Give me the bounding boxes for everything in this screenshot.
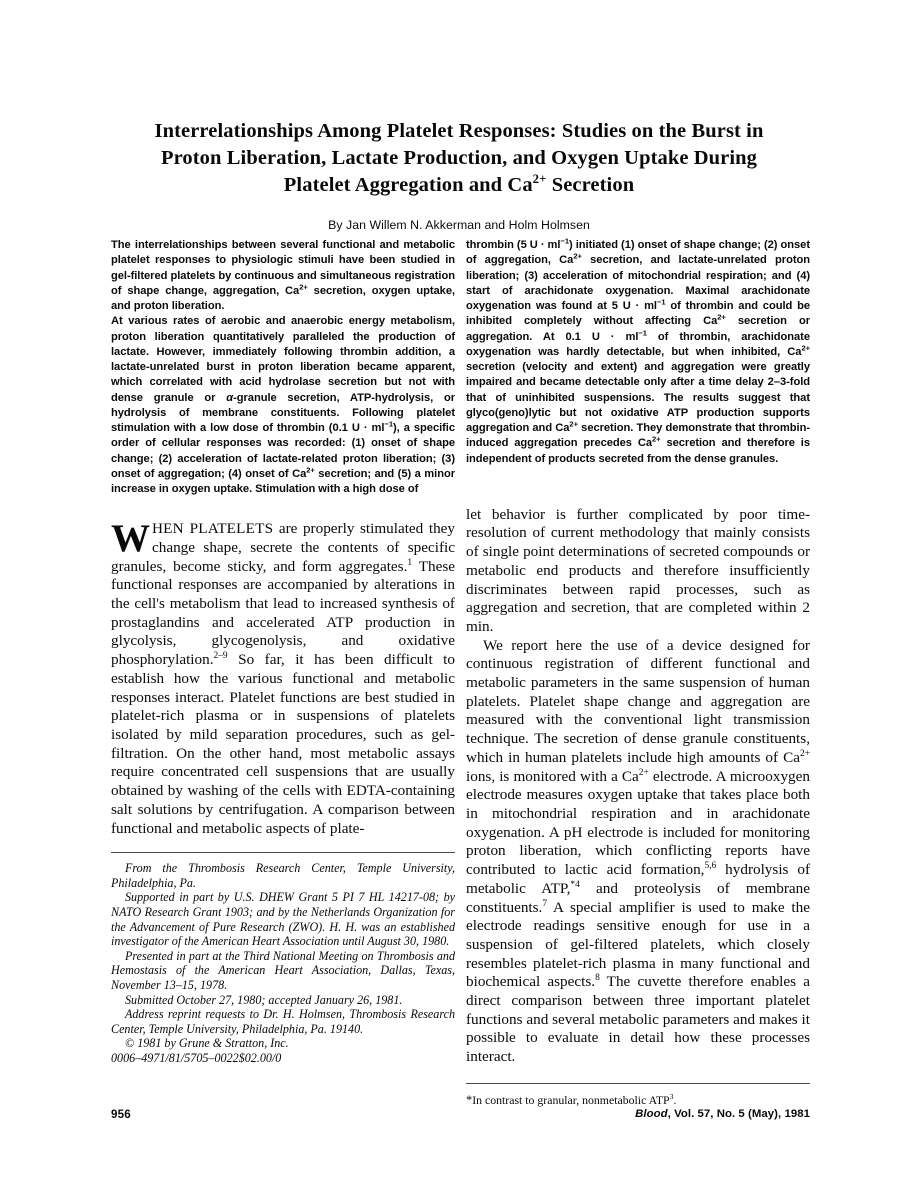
body-left [111, 517, 455, 838]
star-footnote [466, 1093, 810, 1107]
title-line-2: Proton Liberation, Lactate Production, and Oxygen Uptake During [160, 147, 758, 169]
journal-reference: Blood, Vol. 57, No. 5 (May), 1981 [635, 1108, 810, 1120]
abstract-left [111, 238, 455, 497]
journal-name: Blood [635, 1108, 668, 1120]
footnote-presented: Presented in part at the Third National Meeting on Thrombosis and Hemostasis of the American Heart Association, Dallas, Texas, November 13–15, 1978. [111, 948, 455, 992]
title-line-3: Platelet Aggregation and $Ca^{2+}$ Secretion [283, 172, 635, 196]
title-superscript: 2+ [532, 172, 547, 187]
abstract-paragraph-2: At various rates of aerobic and anaerobic energy metabolism, proton liberation quantitatively paralleled the production of lactate. However, immediately following thrombin addition, a lactate-unrelated burst in proton liberation became apparent, which correlated with acid hydrolase secretion but not with dense granule or α-granule secretion, ATP-hydrolysis, or hydrolysis of membrane constituents. Following platelet stimulation with a low dose of thrombin (0.1 $U \cdot ml^{-1}$), a specific order of cellular responses was recorded: (1) onset of shape change; (2) acceleration of lactate-related proton liberation; (3) onset of aggregation; (4) onset of $Ca^{2+}$ secretion; and (5) a minor increase in oxygen uptake. Stimulation with a high dose of [111, 315, 455, 495]
star-footnote-text: *In contrast to granular, nonmetabolic ATP$^3$. [466, 1091, 677, 1107]
abstract-paragraph-3: thrombin (5 $U \cdot ml^{-1}$) initiated (1) onset of shape change; (2) onset of aggregation, $Ca^{2+}$ secretion, and lactate-unrelated proton liberation; (3) acceleration of mitochondrial respiration; and (4) start of arachidonate oxygenation. Maximal arachidonate oxygenation was found at 5 $U \cdot ml^{-1}$ of thrombin and could be inhibited completely without affecting $Ca^{2+}$ secretion or aggregation. At 0.1 $U \cdot ml^{-1}$ of thrombin, arachidonate oxygenation was hardly detectable, but when inhibited, $Ca^{2+}$ secretion (velocity and extent) and aggregation were greatly impaired and became detectable only after a time delay 2–3-fold that of uninhibited suspensions. The results suggest that glyco(geno)lytic but not oxidative ATP production supports aggregation and $Ca^{2+}$ secretion. They demonstrate that thrombin-induced aggregation precedes $Ca^{2+}$ secretion and therefore is independent of products secreted from the dense granules. [466, 236, 810, 465]
page-number: 956 [111, 1108, 131, 1121]
footnote-reprints: Address reprint requests to Dr. H. Holmsen, Thrombosis Research Center, Temple University, Philadelphia, Pa. 19140. [111, 1007, 455, 1036]
body-right [466, 506, 810, 1067]
footnote-affiliation: From the Thrombosis Research Center, Temple University, Philadelphia, Pa. [111, 861, 455, 890]
intro-paragraph: WHEN PLATELETS are properly stimulated they change shape, secrete the contents of specific granules, become sticky, and form aggregates.$^1$ These functional responses are accompanied by alterations in the cell's metabolism that lead to increased synthesis of prostaglandins and accelerated ATP production in glycolysis, glycogenolysis, and oxidative phosphorylation.$^{2-9}$ So far, it has been difficult to establish how the various functional and metabolic responses interact. Platelet functions are best studied in platelet-rich plasma or in suspensions of platelets isolated by mild separation procedures, such as gel-filtration. On the other hand, most metabolic assays require concentrated cell suspensions that are usually obtained by washing of the cells with EDTA-containing salt solutions by centrifugation. A comparison between functional and metabolic aspects of plate- [111, 517, 455, 837]
left-column [111, 238, 455, 1066]
right-column [466, 238, 810, 1107]
footnote-divider-left [111, 852, 455, 853]
drop-cap: W [111, 517, 150, 561]
lead-caps: HEN PLATELETS [152, 520, 274, 538]
footnotes-block [111, 861, 455, 1065]
footnote-support: Supported in part by U.S. DHEW Grant 5 PI 7 HL 14217-08; by NATO Research Grant 1903; and by the Netherlands Organization for the Advancement of Pure Research (ZWO). H. H. was an established investigator of the American Heart Association until August 30, 1980. [111, 890, 455, 949]
body-paragraph-2: We report here the use of a device designed for continuous registration of different functional and metabolic parameters in the same suspension of human platelets. Platelet shape change and aggregation are measured with the conventional light transmission technique. The secretion of dense granule constituents, which in human platelets include high amounts of $Ca^{2+}$ ions, is monitored with a $Ca^{2+}$ electrode. A microoxygen electrode measures oxygen uptake that takes place both in mitochondrial respiration and in arachidonate oxygenation. A pH electrode is included for monitoring proton liberation, which conflicting reports have contributed to lactic acid formation,$^{5,6}$ hydrolysis of metabolic ATP,$^{*4}$ and proteolysis of membrane constituents.$^7$ A special amplifier is used to make the electrode readings sensitive enough for use in a suspension of gel-filtered platelets, which closely resembles platelet-rich plasma in many functional and biochemical aspects.$^8$ The cuvette therefore enables a direct comparison between three important platelet functions and several metabolic parameters and makes it possible to evaluate in detail how these processes interact. [466, 636, 811, 1066]
byline: By Jan Willem N. Akkerman and Holm Holmsen [328, 218, 590, 232]
footnote-submitted: Submitted October 27, 1980; accepted January 26, 1981. [125, 992, 403, 1007]
asterisk-marker: * [466, 1092, 473, 1107]
body-paragraph-continued: let behavior is further complicated by poor time-resolution of current methodology that mainly consists of single point determinations of secreted compounds or metabolic end products and therefore insufficiently discriminates between rapid processes, such as aggregation and secretion, that are completed within 2 min. [466, 505, 810, 635]
title-block [104, 118, 814, 232]
title-line-1: Interrelationships Among Platelet Responses: Studies on the Burst in [154, 120, 764, 142]
page-title [104, 118, 814, 199]
abstract-right [466, 238, 810, 467]
footnote-divider-right [466, 1083, 810, 1084]
abstract-paragraph-1: The interrelationships between several functional and metabolic platelet responses to physiologic stimuli have been studied in gel-filtered platelets by continuous and simultaneous registration of shape change, aggregation, $Ca^{2+}$ secretion, oxygen uptake, and proton liberation. [111, 239, 456, 312]
footnote-issn: 0006–4971/81/5705–0022$02.00/0 [111, 1050, 282, 1065]
footnote-copyright: © 1981 by Grune & Stratton, Inc. [125, 1036, 289, 1051]
